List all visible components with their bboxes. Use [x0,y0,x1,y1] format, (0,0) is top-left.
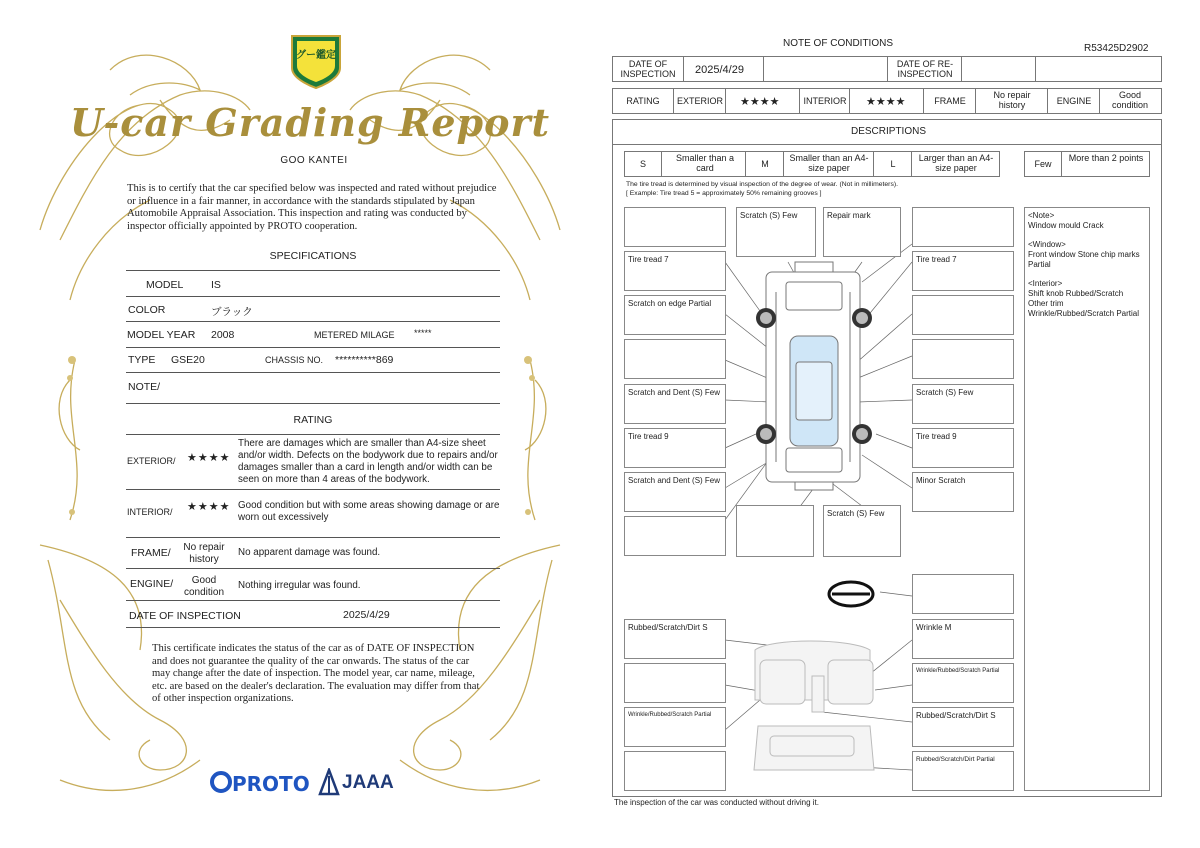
legend-s-desc: Smaller than a card [675,153,735,173]
interior-box [624,751,726,791]
exterior-box [624,339,726,379]
box-text: Tire tread 9 [916,432,957,441]
rating-heading: RATING [293,414,333,426]
re-inspection-label: DATE OF RE-INSPECTION [896,59,954,79]
divider [126,600,500,601]
proto-logo-icon [210,768,232,796]
interior-box [624,707,726,747]
engine-label: ENGINE/ [130,578,174,590]
tire-note-1: The tire tread is determined by visual inspection of the degree of wear. (Not in millimeters). [626,181,898,188]
color-label: COLOR [128,304,166,316]
metered-milage-label: METERED MILAGE [314,330,395,340]
exterior-box [912,207,1014,247]
divider [126,537,500,538]
box-text: Scratch (S) Few [916,388,974,397]
exterior-box [624,516,726,556]
legend-l-desc: Larger than an A4-size paper [918,153,994,173]
interior-stars: ★★★★ [187,501,231,513]
rating-label: RATING [626,96,660,106]
note-label: NOTE/ [128,381,161,393]
box-text: Scratch (S) Few [740,211,798,220]
box-text: Scratch and Dent (S) Few [628,388,721,397]
date-of-inspection-value: 2025/4/29 [343,609,390,621]
date-of-inspection-value: 2025/4/29 [695,64,744,76]
goo-kantei-badge-icon [286,30,346,92]
model-year-value: 2008 [211,329,235,341]
exterior-box [624,384,726,424]
reference-number: R53425D2902 [1084,43,1149,54]
box-text: Scratch and Dent (S) Few [628,476,721,485]
jaaa-logo-text: JAAA [342,772,394,793]
exterior-box [624,251,726,291]
divider [126,347,500,348]
interior-box [912,574,1014,614]
organization-name: GOO KANTEI [280,155,348,166]
note-heading: <Note> [1028,211,1055,220]
note-of-conditions-sheet [600,0,1200,848]
legend-few: Few [1034,159,1052,169]
chassis-value: **********869 [335,354,394,366]
exterior-label: EXTERIOR [676,96,723,106]
divider [126,489,500,490]
exterior-box [823,207,901,257]
interior-value-3: Wrinkle/Rubbed/Scratch Partial [1028,309,1140,318]
box-text: Rubbed/Scratch/Dirt Partial [916,756,995,763]
chassis-label: CHASSIS NO. [265,355,324,365]
frame-label: FRAME [934,96,966,106]
interior-box [912,751,1014,791]
jaaa-logo-icon [318,768,340,796]
divider [126,372,500,373]
badge-label: グー鑑定 [296,50,336,61]
frame-value: No repair history [993,90,1031,110]
interior-box [624,619,726,659]
exterior-stars: ★★★★ [187,452,231,464]
interior-box [912,663,1014,703]
inspection-disclaimer: The inspection of the car was conducted without driving it. [614,798,819,807]
certificate-title: U-car Grading Report [69,100,551,145]
model-value: IS [211,279,221,291]
interior-label: INTERIOR/ [127,507,173,517]
engine-description: Nothing irregular was found. [238,580,361,591]
interior-heading: <Interior> [1028,279,1063,288]
window-value: Front window Stone chip marks Partial [1028,250,1140,269]
box-text: Scratch on edge Partial [628,299,712,308]
engine-value: Good condition [1111,90,1149,110]
engine-value: Good condition [183,575,225,598]
engine-label: ENGINE [1056,96,1092,106]
box-text: Rubbed/Scratch/Dirt S [916,711,996,720]
divider [126,321,500,322]
box-text: Wrinkle M [916,623,952,632]
box-text: Tire tread 7 [916,255,957,264]
legend-few-desc: More than 2 points [1068,153,1144,163]
frame-label: FRAME/ [131,547,171,559]
interior-description: Good condition but with some areas showing damage or are worn out excessively [238,500,500,523]
legend-m: M [761,159,769,169]
exterior-box [912,384,1014,424]
legend-l: L [890,159,896,169]
divider [126,434,500,435]
divider [126,403,500,404]
divider [126,568,500,569]
certificate-footer: This certificate indicates the status of the car as of DATE OF INSPECTION and does not guarantee the quality of the car onwards. The status of the car may change after the date of inspection. The model year, car name, mileage, etc. are based on the dealer's declaration. The evaluation may differ from that of other inspection organizations. [152,643,480,704]
box-text: Wrinkle/Rubbed/Scratch Partial [916,668,1000,674]
type-label: TYPE [128,354,156,366]
exterior-box [912,251,1014,291]
descriptions-heading: DESCRIPTIONS [851,126,927,137]
interior-box [624,663,726,703]
legend-m-desc: Smaller than an A4-size paper [789,153,869,173]
date-of-inspection-label: DATE OF INSPECTION [129,610,241,622]
legend-s: S [639,159,646,169]
specifications-heading: SPECIFICATIONS [269,250,357,262]
tire-note-2: [ Example: Tire tread 5 = approximately 50% remaining grooves ] [626,190,822,197]
exterior-box [823,505,901,557]
exterior-box [624,472,726,512]
interior-label: INTERIOR [803,96,847,106]
exterior-box [624,207,726,247]
exterior-stars: ★★★★ [740,96,780,108]
box-text: Tire tread 7 [628,255,669,264]
conditions-title: NOTE OF CONDITIONS [783,38,893,49]
type-value: GSE20 [171,354,205,366]
exterior-box [736,505,814,557]
exterior-box [912,428,1014,468]
divider [126,296,500,297]
exterior-box [736,207,816,257]
note-value: Window mould Crack [1028,221,1104,230]
interior-box [912,619,1014,659]
certify-statement: This is to certify that the car specified below was inspected and rated without prejudice or influence in a fair manner, in accordance with the standards stipulated by Japan Automobile Appraisal Association. This inspection and rating was conducted by inspector officially appointed by PROTO cooperation. [127,183,497,232]
color-value: ブラック [211,306,253,318]
exterior-box [912,339,1014,379]
frame-description: No apparent damage was found. [238,547,381,558]
proto-logo-text: PROTO [232,772,310,796]
model-year-label: MODEL YEAR [127,329,196,341]
divider [126,627,500,628]
box-text: Minor Scratch [916,476,966,485]
date-of-inspection-label: DATE OF INSPECTION [620,59,676,79]
window-heading: <Window> [1028,240,1066,249]
box-text: Scratch (S) Few [827,509,885,518]
interior-value-2: Other trim [1028,299,1064,308]
frame-value: No repair history [183,542,225,565]
exterior-description: There are damages which are smaller than A4-size sheet and/or width. Defects on the bodywork due to repairs and/or damages smaller than a card in length and/or width can be seen on more than 4 areas of the bodywork. [238,438,498,485]
interior-box [912,707,1014,747]
exterior-box [624,428,726,468]
exterior-box [912,295,1014,335]
interior-stars: ★★★★ [866,96,906,108]
notes-panel [1024,207,1150,791]
divider [126,270,500,271]
box-text: Wrinkle/Rubbed/Scratch Partial [628,712,712,718]
exterior-box [912,472,1014,512]
box-text: Rubbed/Scratch/Dirt S [628,623,708,632]
metered-milage-value: ***** [414,328,432,338]
exterior-box [624,295,726,335]
box-text: Tire tread 9 [628,432,669,441]
exterior-label: EXTERIOR/ [127,456,176,466]
interior-value-1: Shift knob Rubbed/Scratch [1028,289,1124,298]
model-label: MODEL [146,279,184,291]
box-text: Repair mark [827,211,871,220]
